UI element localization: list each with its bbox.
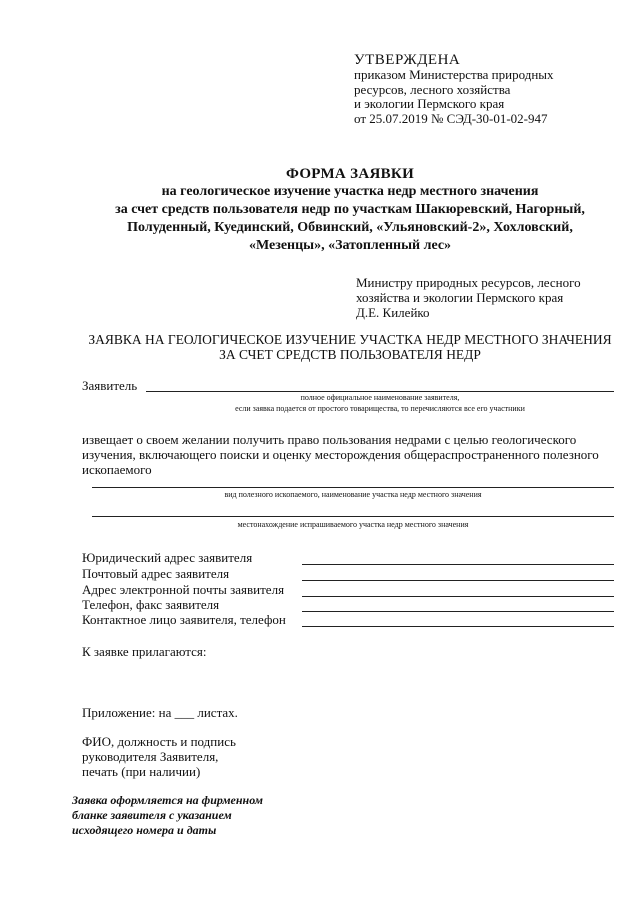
postal-address-input-line[interactable] — [302, 580, 614, 581]
legal-address-input-line[interactable] — [302, 564, 614, 565]
approval-line: от 25.07.2019 № СЭД-30-01-02-947 — [354, 110, 548, 126]
application-title — [60, 332, 640, 362]
postal-address-label: Почтовый адрес заявителя — [82, 566, 230, 581]
attachments-label: К заявке прилагаются: — [82, 644, 207, 659]
mineral-input-line[interactable] — [92, 487, 614, 488]
approval-line: ресурсов, лесного хозяйства — [354, 81, 511, 97]
applicant-caption: полное официальное наименование заявителя, — [300, 393, 460, 402]
application-title-line: ЗА СЧЕТ СРЕДСТВ ПОЛЬЗОВАТЕЛЯ НЕДР — [219, 347, 481, 362]
phone-fax-input-line[interactable] — [302, 611, 614, 612]
location-caption: местонахождение испрашиваемого участка недр местного значения — [237, 520, 469, 529]
appendix-line: Приложение: на ___ листах. — [82, 705, 238, 720]
signature-line: печать (при наличии) — [82, 764, 201, 779]
addressee-line: Министру природных ресурсов, лесного — [356, 275, 581, 290]
approval-line: приказом Министерства природных — [354, 67, 554, 82]
applicant-input-line[interactable] — [146, 391, 614, 392]
contact-person-input-line[interactable] — [302, 626, 614, 627]
contact-person-label: Контактное лицо заявителя, телефон — [82, 612, 286, 627]
form-title-line: Полуденный, Куединский, Обвинский, «Ульяновский-2», Хохловский, — [127, 220, 573, 235]
mineral-caption: вид полезного ископаемого, наименование участка недр местного значения — [224, 490, 482, 499]
addressee-line: Д.Е. Килейко — [356, 305, 430, 320]
location-input-line[interactable] — [92, 516, 614, 517]
note-line: Заявка оформляется на фирменном — [72, 793, 263, 807]
signature-block — [82, 734, 236, 779]
legal-address-label: Юридический адрес заявителя — [82, 550, 253, 565]
phone-fax-label: Телефон, факс заявителя — [82, 597, 220, 612]
form-title-heading: ФОРМА ЗАЯВКИ — [285, 166, 415, 182]
signature-line: руководителя Заявителя, — [82, 749, 219, 764]
form-title — [60, 165, 640, 255]
form-title-line: «Мезенцы», «Затопленный лес» — [248, 238, 452, 253]
email-label: Адрес электронной почты заявителя — [82, 582, 285, 597]
applicant-label: Заявитель — [82, 378, 138, 393]
addressee-line: хозяйства и экологии Пермского края — [356, 290, 564, 305]
applicant-caption: если заявка подается от простого товарищества, то перечисляются все его участники — [235, 404, 525, 413]
application-title-line: ЗАЯВКА НА ГЕОЛОГИЧЕСКОЕ ИЗУЧЕНИЕ УЧАСТКА НЕДР МЕСТНОГО ЗНАЧЕНИЯ — [88, 332, 612, 347]
form-title-line: за счет средств пользователя недр по участкам Шакюревский, Нагорный, — [115, 202, 585, 217]
signature-line: ФИО, должность и подпись — [82, 734, 236, 749]
addressee-block — [356, 275, 581, 320]
approval-stamp — [354, 52, 554, 126]
note-line: бланке заявителя с указанием — [72, 808, 232, 822]
approval-line: и экологии Пермского края — [354, 96, 505, 111]
form-note — [72, 793, 263, 838]
email-input-line[interactable] — [302, 596, 614, 597]
note-line: исходящего номера и даты — [72, 823, 217, 837]
form-title-line: на геологическое изучение участка недр местного значения — [161, 184, 539, 199]
approval-heading: УТВЕРЖДЕНА — [354, 52, 461, 68]
statement-paragraph: извещает о своем желании получить право пользования недрами с целью геологического изучения, включающего поиски и оценку месторождения общераспространенного полезного ископаемого — [82, 432, 599, 477]
